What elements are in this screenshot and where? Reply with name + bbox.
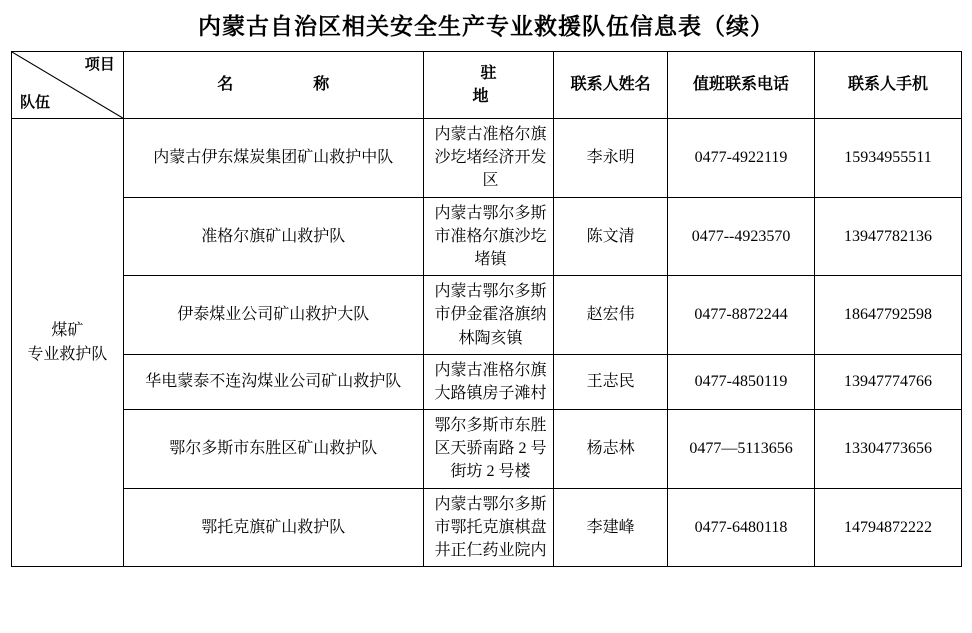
cell-location: 内蒙古准格尔旗大路镇房子滩村 <box>423 354 553 409</box>
cell-team-name: 华电蒙泰不连沟煤业公司矿山救护队 <box>123 354 423 409</box>
table-row <box>12 119 962 198</box>
cell-mobile: 15934955511 <box>815 119 962 198</box>
cell-location: 内蒙古鄂尔多斯市准格尔旗沙圪堵镇 <box>423 197 553 276</box>
header-place <box>423 52 577 119</box>
cell-location: 鄂尔多斯市东胜区天骄南路 2 号街坊 2 号楼 <box>423 410 553 489</box>
group-label-cell <box>12 119 124 567</box>
corner-label-item: 项目 <box>84 57 115 73</box>
cell-team-name: 准格尔旗矿山救护队 <box>123 197 423 276</box>
cell-team-name: 鄂托克旗矿山救护队 <box>123 488 423 567</box>
rescue-team-table <box>11 51 962 567</box>
cell-mobile: 13304773656 <box>815 410 962 489</box>
table-row <box>12 488 962 567</box>
header-mobile: 联系人手机 <box>815 52 962 119</box>
cell-duty-phone: 0477-4850119 <box>668 354 815 409</box>
header-duty-phone: 值班联系电话 <box>668 52 815 119</box>
cell-location: 内蒙古鄂尔多斯市伊金霍洛旗纳林陶亥镇 <box>423 276 553 355</box>
cell-duty-phone: 0477-8872244 <box>668 276 815 355</box>
corner-label-team: 队伍 <box>20 95 51 112</box>
table-row <box>12 276 962 355</box>
cell-mobile: 13947774766 <box>815 354 962 409</box>
cell-duty-phone: 0477—5113656 <box>668 410 815 489</box>
cell-team-name: 内蒙古伊东煤炭集团矿山救护中队 <box>123 119 423 198</box>
cell-duty-phone: 0477-4922119 <box>668 119 815 198</box>
cell-mobile: 18647792598 <box>815 276 962 355</box>
cell-contact-name: 王志民 <box>554 354 668 409</box>
table-row <box>12 410 962 489</box>
header-name <box>123 52 423 119</box>
group-label-line2: 专业救护队 <box>27 345 108 363</box>
cell-location: 内蒙古准格尔旗沙圪堵经济开发区 <box>423 119 553 198</box>
cell-contact-name: 李建峰 <box>554 488 668 567</box>
header-place-label: 驻 地 <box>472 64 577 105</box>
cell-duty-phone: 0477--4923570 <box>668 197 815 276</box>
cell-contact-name: 杨志林 <box>554 410 668 489</box>
cell-contact-name: 陈文清 <box>554 197 668 276</box>
header-contact: 联系人姓名 <box>554 52 668 119</box>
cell-mobile: 13947782136 <box>815 197 962 276</box>
corner-header-cell <box>12 52 124 119</box>
cell-contact-name: 李永明 <box>554 119 668 198</box>
cell-contact-name: 赵宏伟 <box>554 276 668 355</box>
table-header-row <box>12 52 962 119</box>
table-row <box>12 197 962 276</box>
table-row <box>12 354 962 409</box>
page-title: 内蒙古自治区相关安全生产专业救援队伍信息表（续） <box>198 14 774 39</box>
cell-location: 内蒙古鄂尔多斯市鄂托克旗棋盘井正仁药业院内 <box>423 488 553 567</box>
group-label-line1: 煤矿 <box>51 322 84 340</box>
header-name-label: 名 称 <box>217 76 346 94</box>
cell-duty-phone: 0477-6480118 <box>668 488 815 567</box>
cell-team-name: 鄂尔多斯市东胜区矿山救护队 <box>123 410 423 489</box>
cell-team-name: 伊泰煤业公司矿山救护大队 <box>123 276 423 355</box>
cell-mobile: 14794872222 <box>815 488 962 567</box>
